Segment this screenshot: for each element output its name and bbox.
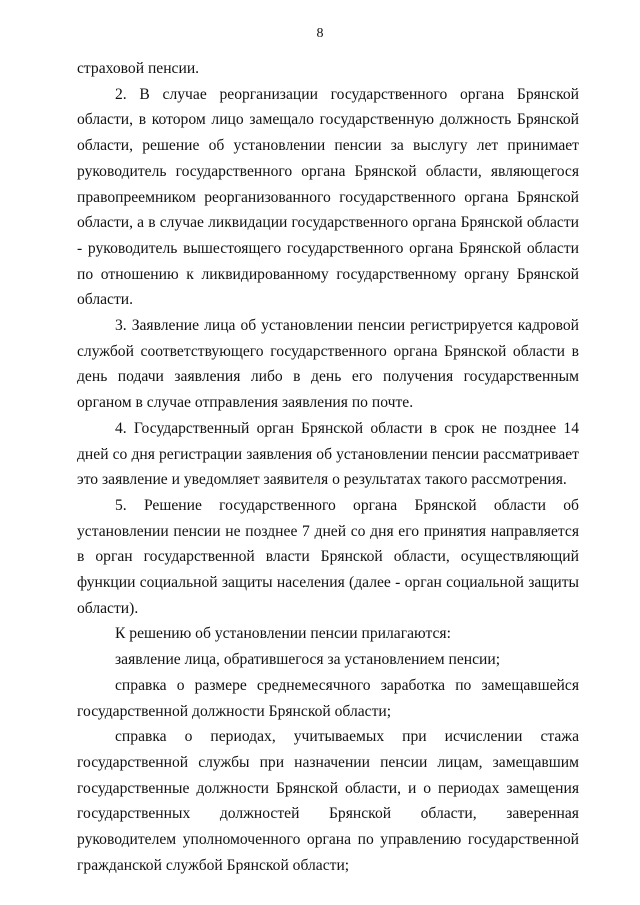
attachment-application: заявление лица, обратившегося за установлением пенсии; [115,651,501,669]
paragraph-item-3: 3. Заявление лица об установлении пенсии регистрируется кадровой службой соответствующего государственного органа Брянской области в день подачи заявления либо в день его получения государственным органом в случае отправления заявления по почте. [77,317,579,412]
attachment-salary-certificate: справка о размере среднемесячного заработка по замещавшейся государственной должности Брянской области; [77,676,579,720]
document-body [77,56,579,879]
attachment-service-periods-certificate: справка о периодах, учитываемых при исчислении стажа государственной службы при назначении пенсии лицам, замещавшим государственные должности Брянской области, и о периодах замещения государственных должностей Брянской области, заверенная руководителем уполномоченного органа по управлению государственной гражданской службой Брянской области; [77,728,579,874]
paragraph-1-continuation: страховой пенсии. [77,60,200,77]
paragraph-item-5: 5. Решение государственного органа Брянской области об установлении пенсии не позднее 7 дней со дня его принятия направляется в орган государственной власти Брянской области, осуществляющий функции социальной защиты населения (далее - орган социальной защиты области). [77,496,579,617]
paragraph-item-4: 4. Государственный орган Брянской области в срок не позднее 14 дней со дня регистрации заявления об установлении пенсии рассматривает это заявление и уведомляет заявителя о результатах такого рассмотрения. [77,419,579,489]
attachments-intro: К решению об установлении пенсии прилагаются: [115,625,451,643]
page-number: 8 [316,26,324,41]
paragraph-item-2: 2. В случае реорганизации государственного органа Брянской области, в котором лицо замещало государственную должность Брянской области, решение об установлении пенсии за выслугу лет принимает руководитель государственного органа Брянской области, являющегося правопреемником реорганизованного государственного органа Брянской области, а в случае ликвидации государственного органа Брянской области - руководитель вышестоящего государственного органа Брянской области по отношению к ликвидированному государственному органу Брянской области. [77,85,579,309]
